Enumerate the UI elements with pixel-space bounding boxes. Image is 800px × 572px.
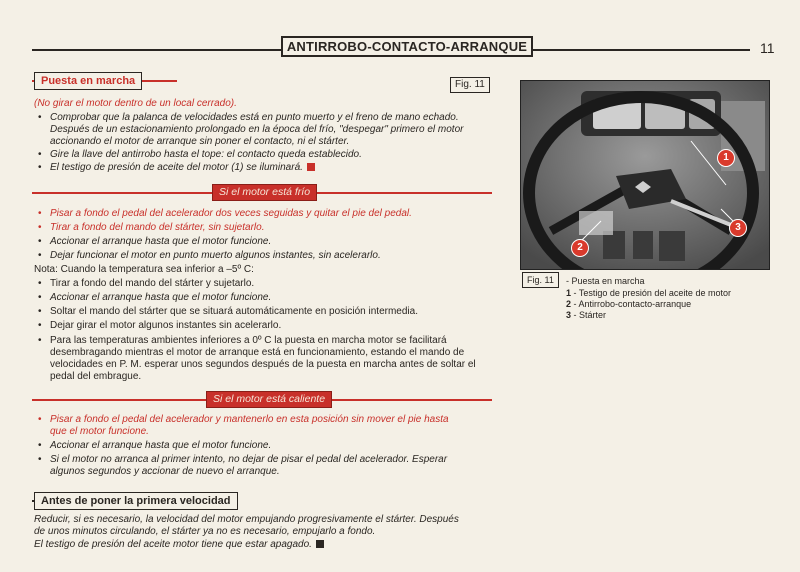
page-number: 11 [760, 40, 775, 56]
section-label-puesta-en-marcha: Puesta en marcha [34, 72, 142, 90]
list-item: • Soltar el mando del stárter que se situará automáticamente en posición intermedia. [50, 306, 418, 318]
steering-wheel-illustration [521, 81, 769, 269]
list-item-continued: algunos segundos y accionar de nuevo el arranque. [50, 466, 280, 477]
paragraph-line: de unos minutos circulando, el stárter ya no es necesario, empujarlo a fondo. [34, 526, 376, 537]
end-mark-icon [316, 540, 324, 548]
list-item: • Pisar a fondo el pedal del acelerador dos veces seguidas y quitar el pie del pedal. [50, 208, 412, 220]
legend-text: - Antirrobo-contacto-arranque [573, 299, 692, 309]
list-item: • Dejar girar el motor algunos instantes sin acelerarlo. [50, 320, 281, 332]
warning-text: (No girar el motor dentro de un local cerrado). [34, 98, 237, 109]
list-item: • Si el motor no arranca al primer intento, no dejar de pisar el pedal del acelerador. Esperar [50, 454, 447, 466]
list-item-continued: velocidades en P. M. esperar unos segundos después de la puesta en marcha antes de soltar el [50, 359, 476, 370]
legend-item [566, 299, 691, 310]
marker-2: 2 [571, 239, 589, 257]
list-item [50, 162, 315, 174]
list-item: • Accionar el arranque hasta que el motor funcione. [50, 292, 271, 304]
marker-3: 3 [729, 219, 747, 237]
dashboard-photo [520, 80, 770, 270]
list-item-continued: Después de un estacionamiento prolongado en la época del frío, "despegar" primero el motor [50, 124, 464, 135]
section-label-motor-caliente: Si el motor está caliente [206, 391, 332, 408]
legend-number: 1 [566, 288, 572, 298]
page-title: ANTIRROBO-CONTACTO-ARRANQUE [281, 36, 533, 57]
figure-caption: - Puesta en marcha [566, 276, 645, 286]
list-item-continued: pedal del embrague. [50, 371, 142, 382]
legend-item [566, 288, 731, 299]
legend-text: - Stárter [573, 310, 607, 320]
legend-number: 3 [566, 310, 572, 320]
legend-text: - Testigo de presión del aceite de motor [573, 288, 731, 298]
list-item-continued: desembragando mientras el motor de arranque está en funcionamiento, estando el mando de [50, 347, 465, 358]
end-mark-icon [307, 163, 315, 171]
section-label-primera-velocidad: Antes de poner la primera velocidad [34, 492, 238, 510]
figure-tag: Fig. 11 [522, 272, 559, 288]
list-item: • Accionar el arranque hasta que el motor funcione. [50, 236, 271, 248]
list-item: • Para las temperaturas ambientes inferiores a 0º C la puesta en marcha motor se facilitará [50, 335, 447, 347]
paragraph-text: El testigo de presión del aceite motor tiene que estar apagado. [34, 539, 312, 550]
legend-item [566, 310, 606, 321]
list-item-text: El testigo de presión de aceite del motor (1) se iluminará. [50, 162, 303, 173]
paragraph-line: Reducir, si es necesario, la velocidad del motor empujando progresivamente el stárter. Después [34, 514, 459, 525]
list-item: • Accionar el arranque hasta que el motor funcione. [50, 440, 271, 452]
marker-1: 1 [717, 149, 735, 167]
list-item: • Tirar a fondo del mando del stárter, sin sujetarlo. [50, 222, 264, 234]
list-item: • Pisar a fondo el pedal del acelerador y mantenerlo en esta posición sin mover el pie hasta [50, 414, 449, 426]
section-label-motor-frio: Si el motor está frío [212, 184, 317, 201]
list-item-continued: que el motor funcione. [50, 426, 149, 437]
legend-number: 2 [566, 299, 572, 309]
list-item: • Gire la llave del antirrobo hasta el tope: el contacto queda establecido. [50, 149, 362, 161]
list-item-continued: accionando el motor de arranque sin poner el contacto, ni el stárter. [50, 136, 350, 147]
note-lead: Nota: Cuando la temperatura sea inferior a –5º C: [34, 264, 254, 275]
list-item: • Dejar funcionar el motor en punto muerto algunos instantes, sin acelerarlo. [50, 250, 381, 262]
list-item: • Tirar a fondo del mando del stárter y sujetarlo. [50, 278, 254, 290]
figure-reference-tag: Fig. 11 [450, 77, 490, 93]
list-item: • Comprobar que la palanca de velocidades está en punto muerto y el freno de mano echado. [50, 112, 459, 124]
paragraph-line [34, 539, 324, 551]
